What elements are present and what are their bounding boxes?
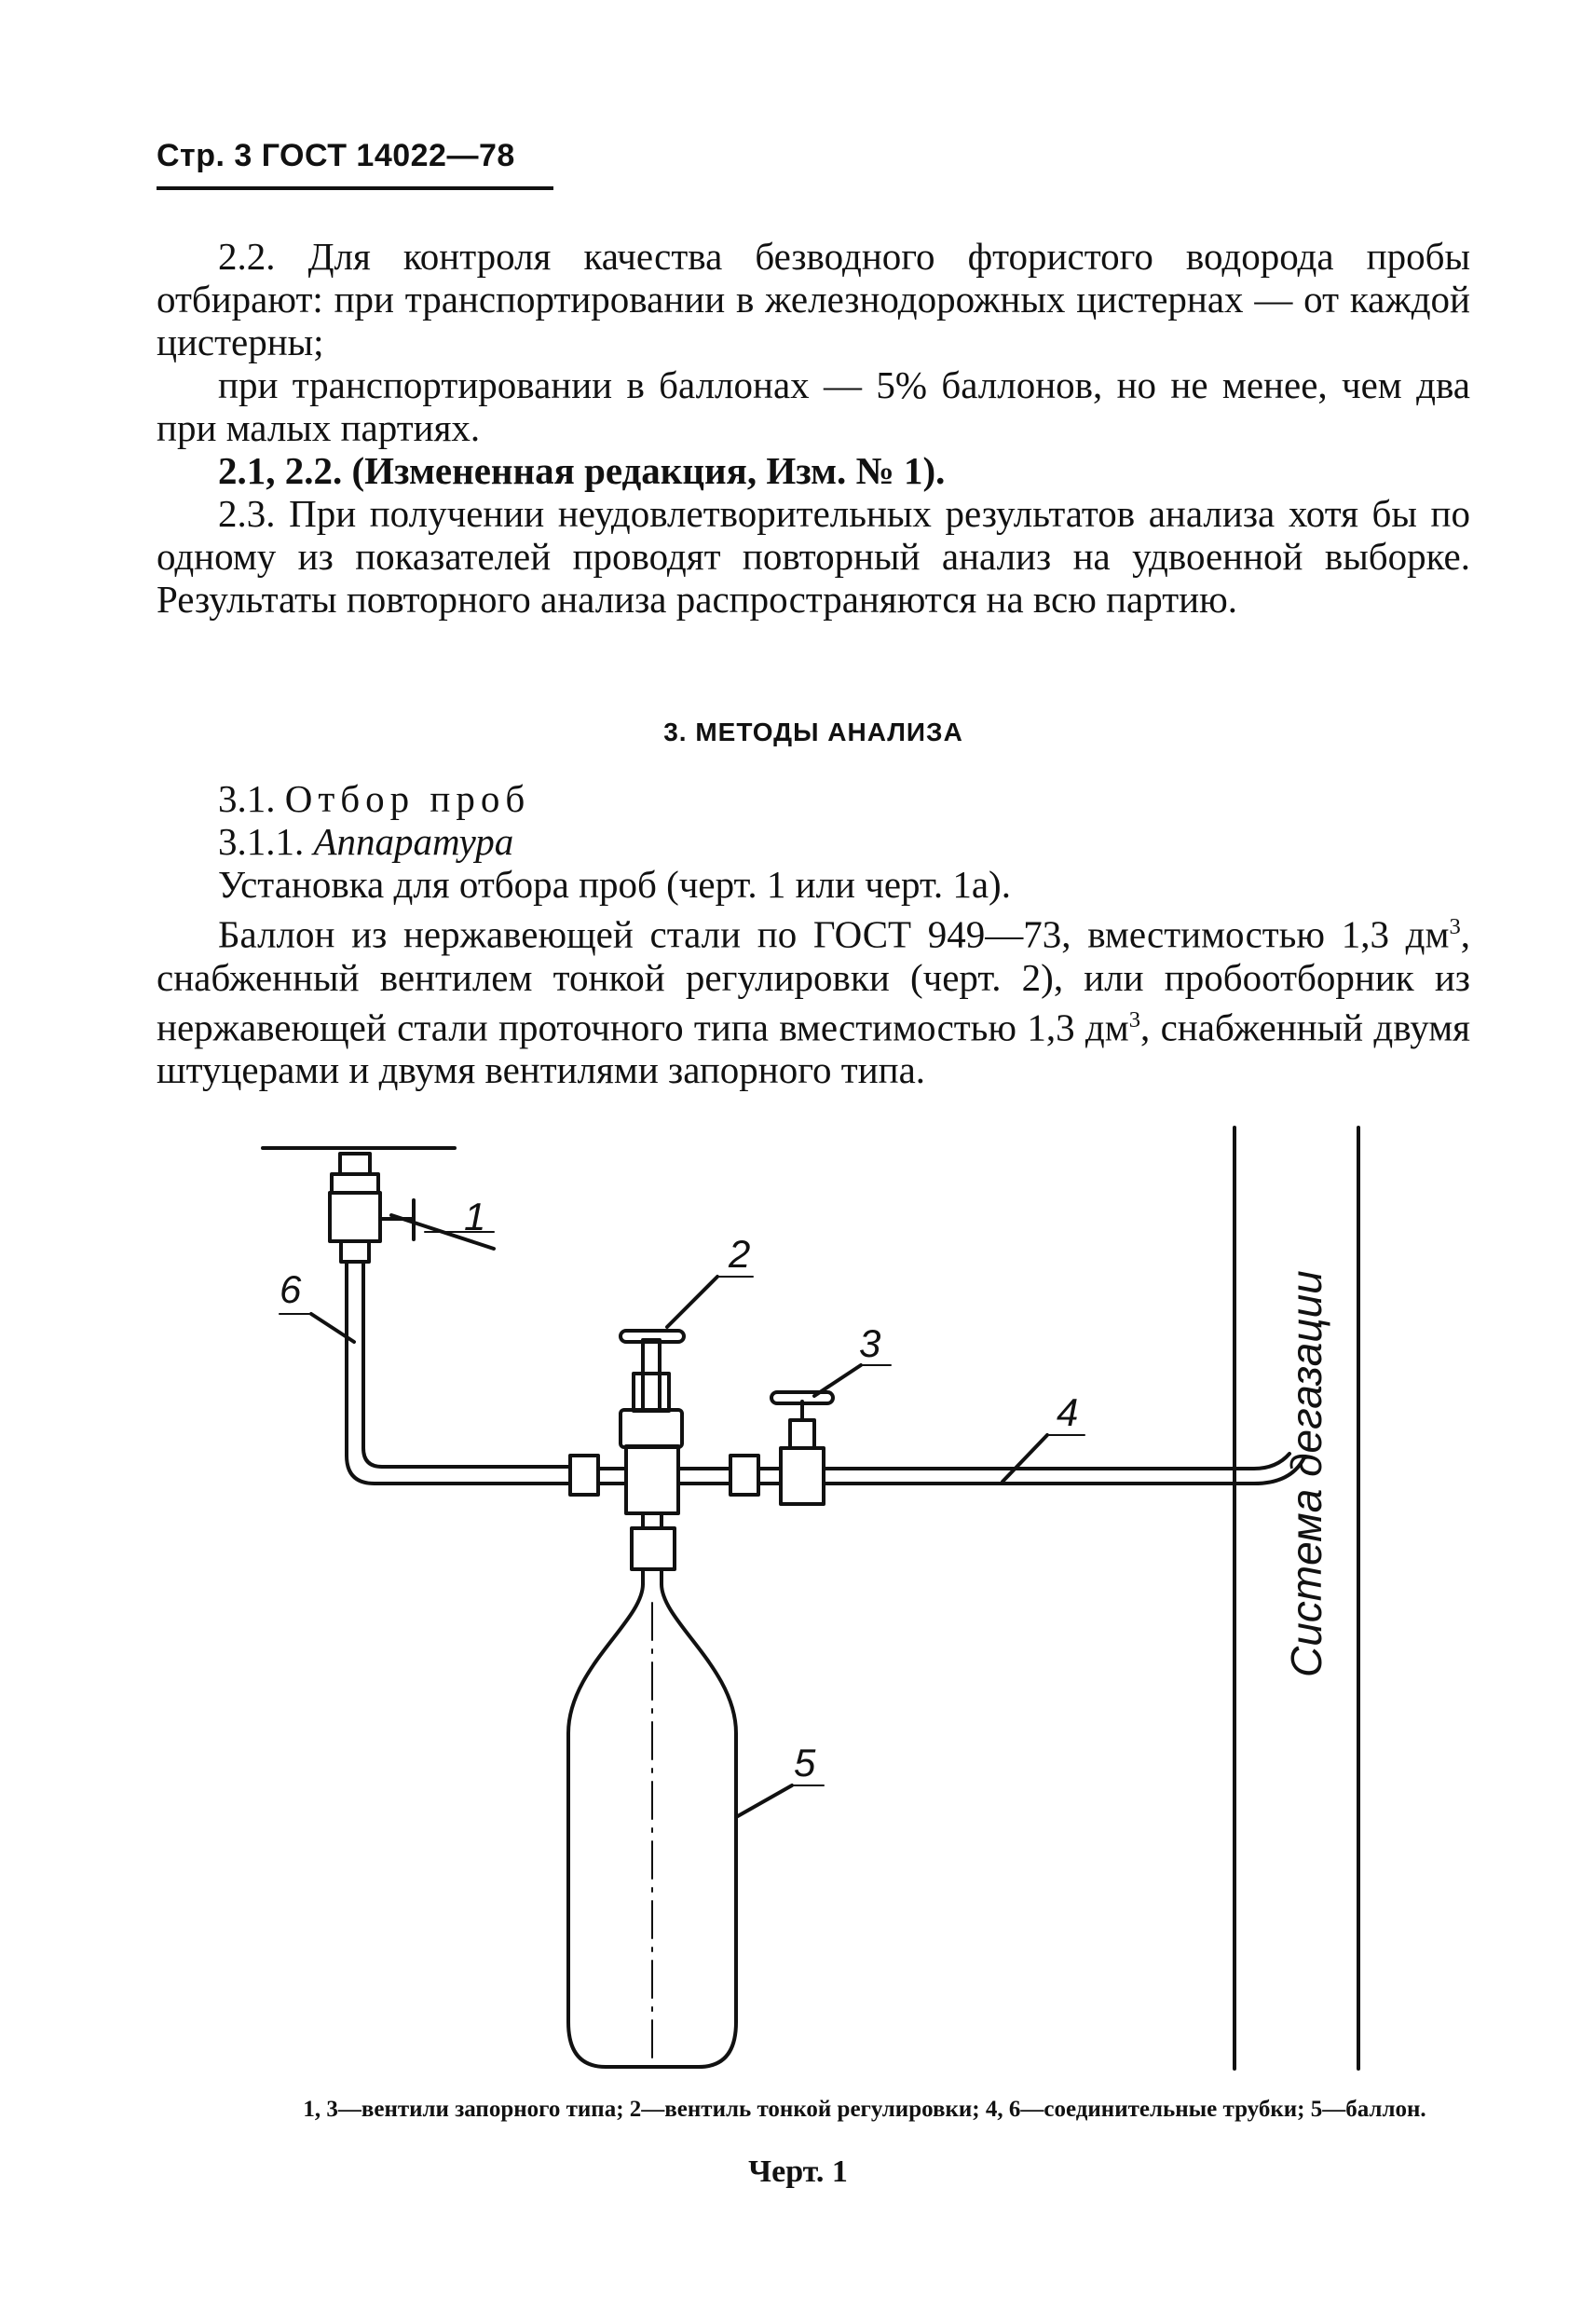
paragraph-2-2-cont: при транспортировании в баллонах — 5% баллонов, но не менее, чем два при малых партиях. [157,363,1470,449]
coupling-right [730,1456,758,1495]
coupling-left [570,1456,598,1495]
figure-1-diagram [0,1100,1596,2087]
valve-3 [771,1392,833,1504]
subsection-3-1-1-number: 3.1.1. [218,820,305,863]
figure-caption: 1, 3—вентили запорного типа; 2—вентиль тонкой регулировки; 4, 6—соединительные трубки; 5—баллон. [303,2097,1426,2122]
paragraph-balloon: Баллон из нержавеющей стали по ГОСТ 949—73, вместимостью 1,3 $дм^3$, снабженный вентилем тонкой регулировки (черт. 2), или пробоотборник из нержавеющей стали проточного типа вместимостью 1,3 $дм^3$, снабженный двумя штуцерами и двумя вентилями запорного типа. [157,912,1470,1092]
paragraph-setup: Установка для отбора проб (черт. 1 или черт. 1а). [218,863,1011,906]
section-3-text [157,777,1470,1091]
header-rule [157,186,553,190]
tube-4 [824,1454,1289,1469]
label-1: 1 [464,1195,486,1238]
subsection-3-1-1-title: Аппаратура [313,820,514,863]
subsection-3-1-title: Отбор проб [284,777,531,820]
label-5: 5 [794,1741,816,1785]
page-header: Стр. 3 ГОСТ 14022—78 [157,138,515,173]
figure-label: Черт. 1 [748,2154,848,2189]
label-4: 4 [1057,1390,1079,1434]
paragraph-2-3: 2.3. При получении неудовлетворительных результатов анализа хотя бы по одному из показателей проводят повторный анализ на удвоенной выборке. Результаты повторного анализа распространяются на всю партию. [157,492,1470,621]
cylinder-nut [632,1528,675,1569]
subsection-3-1-1 [157,820,1470,863]
paragraph-2-2: 2.2. Для контроля качества безводного фтористого водорода пробы отбирают: при транспортировании в железнодорожных цистернах — от каждой цистерны; [157,235,1470,363]
section-title: 3. МЕТОДЫ АНАЛИЗА [663,718,963,746]
tube-6 [347,1262,570,1484]
label-2: 2 [729,1232,751,1276]
subsection-3-1-number: 3.1. [218,777,276,820]
valve-1 [330,1154,414,1262]
amendment-note: 2.1, 2.2. (Измененная редакция, Изм. № 1). [218,449,946,492]
label-3: 3 [859,1321,881,1365]
valve-2 [621,1331,684,1447]
section-2-text [157,235,1470,621]
label-6: 6 [280,1267,302,1311]
subsection-3-1 [157,777,1470,820]
system-label: Система дегазации [1282,1270,1330,1677]
tee-body [626,1446,678,1513]
